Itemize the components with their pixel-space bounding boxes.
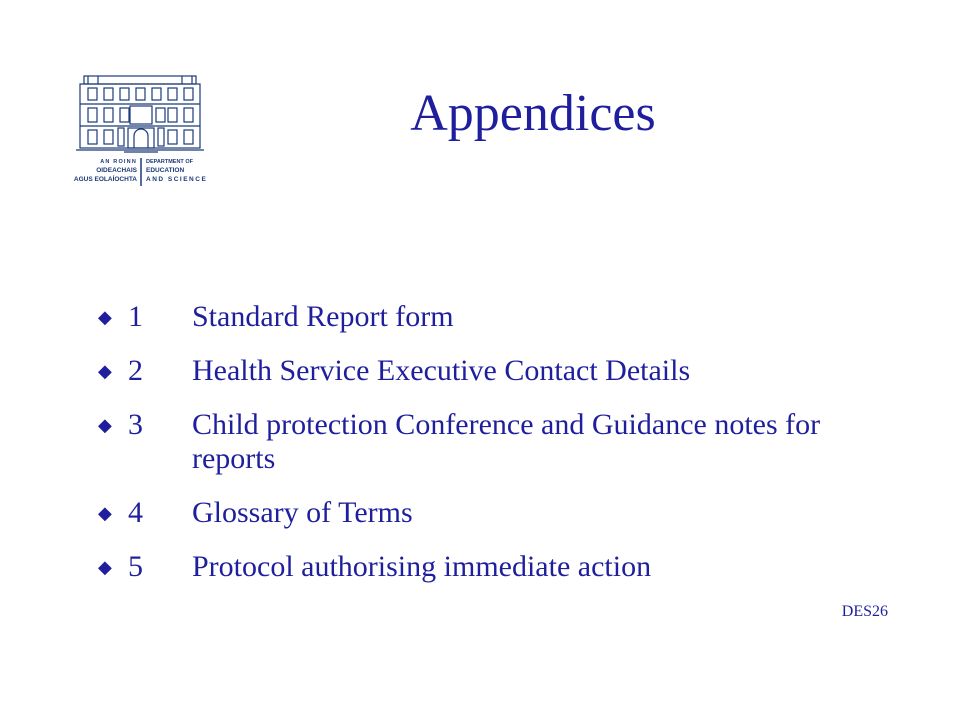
logo-english-line3: AND SCIENCE: [146, 176, 208, 183]
item-text: Glossary of Terms: [192, 496, 413, 529]
logo-english-line2: EDUCATION: [146, 167, 185, 174]
item-text: Standard Report form: [192, 300, 454, 333]
diamond-bullet-icon: ◆: [98, 361, 112, 381]
appendix-list: [98, 300, 898, 604]
slide-code: DES26: [841, 603, 888, 620]
item-text: Protocol authorising immediate action: [192, 550, 652, 583]
list-item: [98, 550, 898, 584]
logo-english-line1: DEPARTMENT OF: [146, 159, 193, 165]
diamond-bullet-icon: ◆: [98, 307, 112, 327]
item-number: 1: [128, 300, 143, 333]
list-item: [98, 408, 898, 476]
item-number: 2: [128, 354, 143, 387]
item-number: 5: [128, 550, 143, 583]
slide-title: Appendices: [410, 85, 656, 142]
list-item: [98, 300, 898, 334]
item-number: 3: [128, 408, 143, 441]
list-item: [98, 496, 898, 530]
item-text: Child protection Conference and Guidance notes for reports: [192, 408, 821, 475]
item-text: Health Service Executive Contact Details: [192, 354, 691, 387]
diamond-bullet-icon: ◆: [98, 415, 112, 435]
diamond-bullet-icon: ◆: [98, 557, 112, 577]
list-item: [98, 354, 898, 388]
item-number: 4: [128, 496, 143, 529]
logo-irish-line2: OIDEACHAIS: [96, 167, 137, 174]
logo-irish-line1: AN ROINN: [100, 159, 137, 165]
diamond-bullet-icon: ◆: [98, 503, 112, 523]
logo-irish-line3: AGUS EOLAÍOCHTA: [73, 176, 137, 183]
